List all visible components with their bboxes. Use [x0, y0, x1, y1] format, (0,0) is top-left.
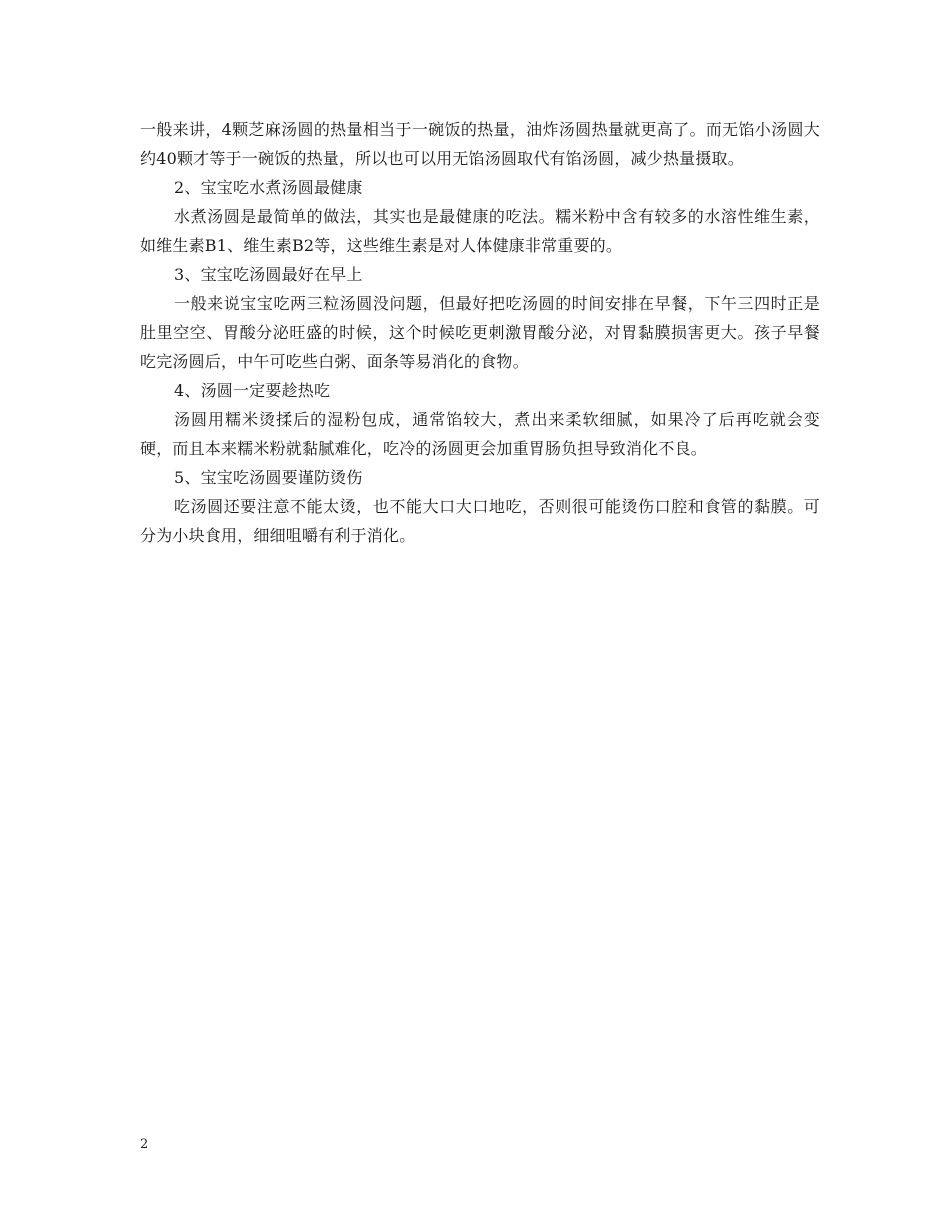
paragraph-calorie-intro: 一般来讲，4颗芝麻汤圆的热量相当于一碗饭的热量，油炸汤圆热量就更高了。而无馅小汤圆大约40颗才等于一碗饭的热量，所以也可以用无馅汤圆取代有馅汤圆，减少热量摄取。 [140, 120, 820, 168]
paragraph-eat-hot: 汤圆用糯米烫揉后的湿粉包成，通常馅较大，煮出来柔软细腻，如果冷了后再吃就会变硬，而且本来糯米粉就黏腻难化，吃冷的汤圆更会加重胃肠负担导致消化不良。 [140, 410, 820, 458]
section-heading-5: 5、宝宝吃汤圆要谨防烫伤 [174, 468, 363, 487]
section-heading-2: 2、宝宝吃水煮汤圆最健康 [174, 178, 363, 197]
paragraph-boiled-tangyuan: 水煮汤圆是最简单的做法，其实也是最健康的吃法。糯米粉中含有较多的水溶性维生素，如维生素B1、维生素B2等，这些维生素是对人体健康非常重要的。 [140, 207, 820, 255]
page-number: 2 [140, 1137, 149, 1152]
section-heading-3: 3、宝宝吃汤圆最好在早上 [174, 265, 363, 284]
section-heading-4: 4、汤圆一定要趁热吃 [174, 381, 331, 400]
paragraph-burn-prevention: 吃汤圆还要注意不能太烫，也不能大口大口地吃，否则很可能烫伤口腔和食管的黏膜。可分为小块食用，细细咀嚼有利于消化。 [140, 497, 820, 545]
document-body [140, 115, 820, 550]
paragraph-morning-eating: 一般来说宝宝吃两三粒汤圆没问题，但最好把吃汤圆的时间安排在早餐，下午三四时正是肚里空空、胃酸分泌旺盛的时候，这个时候吃更刺激胃酸分泌，对胃黏膜损害更大。孩子早餐吃完汤圆后，中午可吃些白粥、面条等易消化的食物。 [140, 294, 820, 371]
